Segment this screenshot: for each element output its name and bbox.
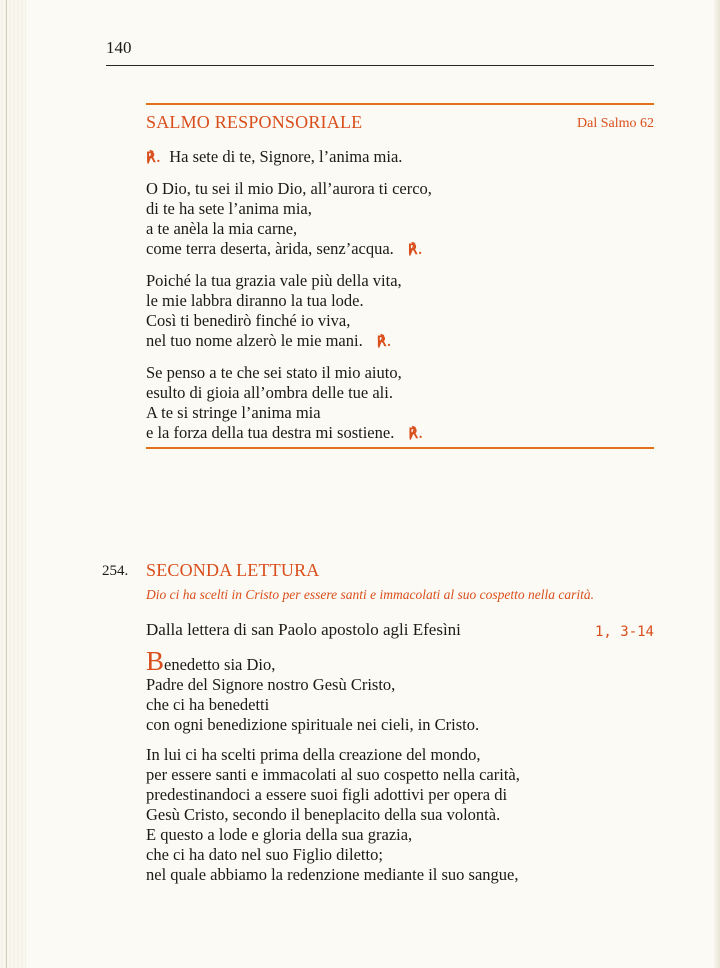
reading-line: nel quale abbiamo la redenzione mediante il suo sangue, <box>146 865 519 884</box>
psalm-title: SALMO RESPONSORIALE <box>146 112 363 132</box>
response-symbol: ℟. <box>407 243 423 258</box>
psalm-top-rule <box>146 103 654 105</box>
psalm-response-text: Ha sete di te, Signore, l’anima mia. <box>169 147 403 166</box>
reading-line: In lui ci ha scelti prima della creazione del mondo, <box>146 745 481 764</box>
reading-paragraph <box>146 745 666 885</box>
psalm-stanza <box>146 271 646 353</box>
reading-line: predestinandoci a essere suoi figli adottivi per opera di <box>146 785 508 804</box>
page-right-edge <box>714 0 720 968</box>
header-rule <box>106 65 654 66</box>
psalm-line: A te si stringe l’anima mia <box>146 403 321 422</box>
reading-number: 254. <box>102 563 129 579</box>
psalm-line: Così ti benedirò finché io viva, <box>146 311 351 330</box>
psalm-bottom-rule <box>146 447 654 449</box>
page-number: 140 <box>106 38 132 57</box>
response-symbol: ℟. <box>146 151 162 166</box>
reading-line: che ci ha benedetti <box>146 695 270 714</box>
reading-source: Dalla lettera di san Paolo apostolo agli Efesìni <box>146 620 461 639</box>
psalm-line <box>146 331 646 353</box>
psalm-line: Se penso a te che sei stato il mio aiuto, <box>146 363 402 382</box>
response-symbol: ℟. <box>376 335 392 350</box>
reading-line-text: enedetto sia Dio, <box>164 655 276 674</box>
psalm-line: a te anèla la mia carne, <box>146 219 298 238</box>
reading-line: per essere santi e immacolati al suo cospetto nella carità, <box>146 765 520 784</box>
psalm-line <box>146 239 646 261</box>
psalm-line: Poiché la tua grazia vale più della vita, <box>146 271 402 290</box>
reading-subtitle: Dio ci ha scelti in Cristo per essere santi e immacolati al suo cospetto nella carità. <box>146 587 594 602</box>
reading-line: E questo a lode e gloria della sua grazia, <box>146 825 413 844</box>
psalm-line: esulto di gioia all’ombra delle tue ali. <box>146 383 393 402</box>
drop-cap: B <box>146 646 165 676</box>
psalm-text <box>146 147 646 455</box>
psalm-line-text: nel tuo nome alzerò le mie mani. <box>146 331 363 350</box>
psalm-line <box>146 423 646 445</box>
reading-body <box>146 646 666 895</box>
reading-line: Gesù Cristo, secondo il beneplacito della sua volontà. <box>146 805 501 824</box>
psalm-line-text: come terra deserta, àrida, senz’acqua. <box>146 239 394 258</box>
page-binding-edge <box>0 0 26 968</box>
response-symbol: ℟. <box>408 427 424 442</box>
psalm-source: Dal Salmo 62 <box>577 116 654 131</box>
psalm-line: O Dio, tu sei il mio Dio, all’aurora ti cerco, <box>146 179 432 198</box>
reading-title: SECONDA LETTURA <box>146 560 320 580</box>
psalm-stanza <box>146 179 646 261</box>
reading-line <box>146 646 666 676</box>
psalm-line-text: e la forza della tua destra mi sostiene. <box>146 423 395 442</box>
psalm-response <box>146 147 646 169</box>
psalm-line: le mie labbra diranno la tua lode. <box>146 291 364 310</box>
reading-line: Padre del Signore nostro Gesù Cristo, <box>146 675 396 694</box>
reading-line: con ogni benedizione spirituale nei cieli, in Cristo. <box>146 715 480 734</box>
psalm-line: di te ha sete l’anima mia, <box>146 199 312 218</box>
psalm-stanza <box>146 363 646 445</box>
reading-reference: 1, 3-14 <box>594 624 654 640</box>
reading-line: che ci ha dato nel suo Figlio diletto; <box>146 845 383 864</box>
reading-paragraph <box>146 646 666 735</box>
